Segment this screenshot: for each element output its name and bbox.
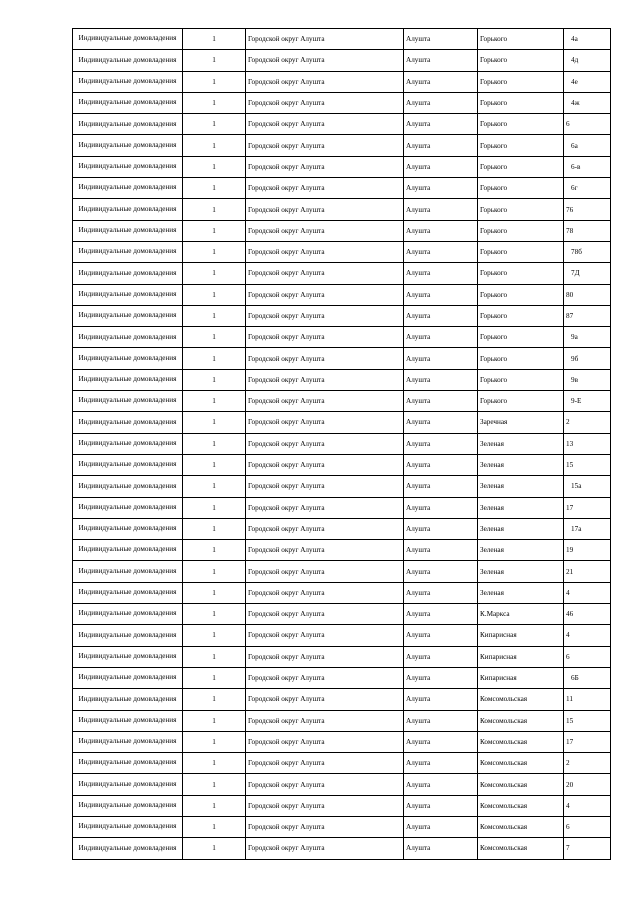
city-cell: Алушта [404, 518, 478, 539]
count-cell: 1 [183, 29, 246, 50]
table-row [73, 412, 611, 433]
city-cell: Алушта [404, 795, 478, 816]
municipal-district-cell: Городской округ Алушта [246, 92, 404, 113]
street-cell: Горького [478, 284, 564, 305]
building-type-cell: Индивидуальные домовладения [73, 518, 183, 539]
house-number-cell: 6Б [564, 667, 611, 688]
count-cell: 1 [183, 178, 246, 199]
city-cell: Алушта [404, 689, 478, 710]
street-cell: Горького [478, 327, 564, 348]
count-cell: 1 [183, 220, 246, 241]
house-number-cell: 2 [564, 753, 611, 774]
table-row [73, 241, 611, 262]
municipal-district-cell: Городской округ Алушта [246, 263, 404, 284]
building-type-cell: Индивидуальные домовладения [73, 369, 183, 390]
count-cell: 1 [183, 774, 246, 795]
city-cell: Алушта [404, 433, 478, 454]
building-type-cell: Индивидуальные домовладения [73, 838, 183, 859]
count-cell: 1 [183, 454, 246, 475]
city-cell: Алушта [404, 497, 478, 518]
municipal-district-cell: Городской округ Алушта [246, 689, 404, 710]
street-cell: Комсомольская [478, 816, 564, 837]
street-cell: Комсомольская [478, 753, 564, 774]
table-row [73, 348, 611, 369]
count-cell: 1 [183, 305, 246, 326]
building-type-cell: Индивидуальные домовладения [73, 433, 183, 454]
city-cell: Алушта [404, 582, 478, 603]
table-row [73, 220, 611, 241]
street-cell: Кипарисная [478, 646, 564, 667]
table-row [73, 284, 611, 305]
street-cell: Горького [478, 92, 564, 113]
city-cell: Алушта [404, 220, 478, 241]
building-type-cell: Индивидуальные домовладения [73, 327, 183, 348]
house-number-cell: 15а [564, 476, 611, 497]
table-row [73, 29, 611, 50]
street-cell: Комсомольская [478, 710, 564, 731]
city-cell: Алушта [404, 838, 478, 859]
house-number-cell: 15 [564, 454, 611, 475]
street-cell: Комсомольская [478, 689, 564, 710]
street-cell: Горького [478, 220, 564, 241]
count-cell: 1 [183, 710, 246, 731]
count-cell: 1 [183, 369, 246, 390]
building-type-cell: Индивидуальные домовладения [73, 71, 183, 92]
municipal-district-cell: Городской округ Алушта [246, 327, 404, 348]
count-cell: 1 [183, 667, 246, 688]
house-number-cell: 4е [564, 71, 611, 92]
city-cell: Алушта [404, 327, 478, 348]
building-type-cell: Индивидуальные домовладения [73, 412, 183, 433]
municipal-district-cell: Городской округ Алушта [246, 369, 404, 390]
count-cell: 1 [183, 199, 246, 220]
building-type-cell: Индивидуальные домовладения [73, 604, 183, 625]
building-type-cell: Индивидуальные домовладения [73, 391, 183, 412]
street-cell: Зеленая [478, 561, 564, 582]
count-cell: 1 [183, 263, 246, 284]
municipal-district-cell: Городской округ Алушта [246, 220, 404, 241]
table-row [73, 50, 611, 71]
building-type-cell: Индивидуальные домовладения [73, 646, 183, 667]
count-cell: 1 [183, 838, 246, 859]
building-type-cell: Индивидуальные домовладения [73, 689, 183, 710]
table-row [73, 710, 611, 731]
table-row [73, 156, 611, 177]
count-cell: 1 [183, 646, 246, 667]
house-number-cell: 6 [564, 646, 611, 667]
street-cell: Горького [478, 156, 564, 177]
municipal-district-cell: Городской округ Алушта [246, 412, 404, 433]
house-number-cell: 6 [564, 114, 611, 135]
address-table-body [73, 29, 611, 860]
house-number-cell: 2 [564, 412, 611, 433]
table-row [73, 497, 611, 518]
municipal-district-cell: Городской округ Алушта [246, 540, 404, 561]
municipal-district-cell: Городской округ Алушта [246, 156, 404, 177]
table-row [73, 667, 611, 688]
table-row [73, 625, 611, 646]
street-cell: Горького [478, 29, 564, 50]
building-type-cell: Индивидуальные домовладения [73, 199, 183, 220]
municipal-district-cell: Городской округ Алушта [246, 561, 404, 582]
table-row [73, 263, 611, 284]
city-cell: Алушта [404, 50, 478, 71]
city-cell: Алушта [404, 348, 478, 369]
table-row [73, 454, 611, 475]
building-type-cell: Индивидуальные домовладения [73, 625, 183, 646]
count-cell: 1 [183, 412, 246, 433]
house-number-cell: 6а [564, 135, 611, 156]
municipal-district-cell: Городской округ Алушта [246, 838, 404, 859]
count-cell: 1 [183, 625, 246, 646]
municipal-district-cell: Городской округ Алушта [246, 582, 404, 603]
building-type-cell: Индивидуальные домовладения [73, 540, 183, 561]
building-type-cell: Индивидуальные домовладения [73, 135, 183, 156]
street-cell: Комсомольская [478, 774, 564, 795]
street-cell: Кипарисная [478, 667, 564, 688]
building-type-cell: Индивидуальные домовладения [73, 263, 183, 284]
building-type-cell: Индивидуальные домовладения [73, 114, 183, 135]
building-type-cell: Индивидуальные домовладения [73, 816, 183, 837]
table-row [73, 561, 611, 582]
house-number-cell: 4ж [564, 92, 611, 113]
count-cell: 1 [183, 433, 246, 454]
table-row [73, 178, 611, 199]
municipal-district-cell: Городской округ Алушта [246, 454, 404, 475]
house-number-cell: 4д [564, 50, 611, 71]
building-type-cell: Индивидуальные домовладения [73, 29, 183, 50]
house-number-cell: 6-в [564, 156, 611, 177]
house-number-cell: 17 [564, 731, 611, 752]
building-type-cell: Индивидуальные домовладения [73, 92, 183, 113]
building-type-cell: Индивидуальные домовладения [73, 731, 183, 752]
building-type-cell: Индивидуальные домовладения [73, 241, 183, 262]
count-cell: 1 [183, 497, 246, 518]
city-cell: Алушта [404, 476, 478, 497]
municipal-district-cell: Городской округ Алушта [246, 710, 404, 731]
street-cell: Горького [478, 241, 564, 262]
count-cell: 1 [183, 156, 246, 177]
municipal-district-cell: Городской округ Алушта [246, 795, 404, 816]
building-type-cell: Индивидуальные домовладения [73, 497, 183, 518]
street-cell: Зеленая [478, 476, 564, 497]
street-cell: Зеленая [478, 454, 564, 475]
count-cell: 1 [183, 476, 246, 497]
municipal-district-cell: Городской округ Алушта [246, 625, 404, 646]
house-number-cell: 4 [564, 582, 611, 603]
house-number-cell: 4 [564, 625, 611, 646]
street-cell: К.Маркса [478, 604, 564, 625]
count-cell: 1 [183, 604, 246, 625]
table-row [73, 689, 611, 710]
municipal-district-cell: Городской округ Алушта [246, 29, 404, 50]
house-number-cell: 9б [564, 348, 611, 369]
city-cell: Алушта [404, 391, 478, 412]
table-row [73, 795, 611, 816]
municipal-district-cell: Городской округ Алушта [246, 348, 404, 369]
count-cell: 1 [183, 518, 246, 539]
building-type-cell: Индивидуальные домовладения [73, 454, 183, 475]
building-type-cell: Индивидуальные домовладения [73, 220, 183, 241]
city-cell: Алушта [404, 710, 478, 731]
city-cell: Алушта [404, 135, 478, 156]
municipal-district-cell: Городской округ Алушта [246, 135, 404, 156]
house-number-cell: 6 [564, 816, 611, 837]
house-number-cell: 76 [564, 199, 611, 220]
building-type-cell: Индивидуальные домовладения [73, 50, 183, 71]
house-number-cell: 9в [564, 369, 611, 390]
table-row [73, 838, 611, 859]
house-number-cell: 4 [564, 795, 611, 816]
count-cell: 1 [183, 114, 246, 135]
municipal-district-cell: Городской округ Алушта [246, 497, 404, 518]
building-type-cell: Индивидуальные домовладения [73, 795, 183, 816]
table-row [73, 476, 611, 497]
municipal-district-cell: Городской округ Алушта [246, 199, 404, 220]
building-type-cell: Индивидуальные домовладения [73, 667, 183, 688]
table-row [73, 604, 611, 625]
city-cell: Алушта [404, 667, 478, 688]
building-type-cell: Индивидуальные домовладения [73, 582, 183, 603]
street-cell: Горького [478, 71, 564, 92]
city-cell: Алушта [404, 454, 478, 475]
table-row [73, 816, 611, 837]
count-cell: 1 [183, 348, 246, 369]
city-cell: Алушта [404, 604, 478, 625]
city-cell: Алушта [404, 816, 478, 837]
count-cell: 1 [183, 689, 246, 710]
city-cell: Алушта [404, 199, 478, 220]
building-type-cell: Индивидуальные домовладения [73, 348, 183, 369]
municipal-district-cell: Городской округ Алушта [246, 753, 404, 774]
house-number-cell: 17а [564, 518, 611, 539]
street-cell: Горького [478, 348, 564, 369]
city-cell: Алушта [404, 540, 478, 561]
count-cell: 1 [183, 753, 246, 774]
house-number-cell: 6г [564, 178, 611, 199]
house-number-cell: 21 [564, 561, 611, 582]
city-cell: Алушта [404, 369, 478, 390]
street-cell: Горького [478, 199, 564, 220]
street-cell: Комсомольская [478, 795, 564, 816]
building-type-cell: Индивидуальные домовладения [73, 753, 183, 774]
table-row [73, 305, 611, 326]
municipal-district-cell: Городской округ Алушта [246, 731, 404, 752]
house-number-cell: 9а [564, 327, 611, 348]
count-cell: 1 [183, 561, 246, 582]
city-cell: Алушта [404, 646, 478, 667]
municipal-district-cell: Городской округ Алушта [246, 178, 404, 199]
municipal-district-cell: Городской округ Алушта [246, 667, 404, 688]
city-cell: Алушта [404, 561, 478, 582]
municipal-district-cell: Городской округ Алушта [246, 646, 404, 667]
street-cell: Горького [478, 369, 564, 390]
city-cell: Алушта [404, 774, 478, 795]
house-number-cell: 15 [564, 710, 611, 731]
house-number-cell: 78б [564, 241, 611, 262]
street-cell: Горького [478, 114, 564, 135]
table-row [73, 582, 611, 603]
house-number-cell: 46 [564, 604, 611, 625]
city-cell: Алушта [404, 178, 478, 199]
city-cell: Алушта [404, 305, 478, 326]
house-number-cell: 87 [564, 305, 611, 326]
count-cell: 1 [183, 284, 246, 305]
count-cell: 1 [183, 391, 246, 412]
table-row [73, 391, 611, 412]
city-cell: Алушта [404, 412, 478, 433]
table-row [73, 774, 611, 795]
table-row [73, 753, 611, 774]
municipal-district-cell: Городской округ Алушта [246, 305, 404, 326]
house-number-cell: 11 [564, 689, 611, 710]
building-type-cell: Индивидуальные домовладения [73, 476, 183, 497]
city-cell: Алушта [404, 731, 478, 752]
municipal-district-cell: Городской округ Алушта [246, 391, 404, 412]
city-cell: Алушта [404, 753, 478, 774]
count-cell: 1 [183, 71, 246, 92]
table-row [73, 327, 611, 348]
municipal-district-cell: Городской округ Алушта [246, 518, 404, 539]
count-cell: 1 [183, 582, 246, 603]
count-cell: 1 [183, 327, 246, 348]
street-cell: Горького [478, 305, 564, 326]
street-cell: Комсомольская [478, 731, 564, 752]
count-cell: 1 [183, 816, 246, 837]
city-cell: Алушта [404, 92, 478, 113]
table-row [73, 71, 611, 92]
municipal-district-cell: Городской округ Алушта [246, 114, 404, 135]
city-cell: Алушта [404, 625, 478, 646]
street-cell: Горького [478, 263, 564, 284]
municipal-district-cell: Городской округ Алушта [246, 241, 404, 262]
table-row [73, 540, 611, 561]
city-cell: Алушта [404, 156, 478, 177]
house-number-cell: 20 [564, 774, 611, 795]
table-row [73, 369, 611, 390]
municipal-district-cell: Городской округ Алушта [246, 71, 404, 92]
count-cell: 1 [183, 540, 246, 561]
count-cell: 1 [183, 92, 246, 113]
house-number-cell: 13 [564, 433, 611, 454]
table-row [73, 135, 611, 156]
street-cell: Горького [478, 135, 564, 156]
municipal-district-cell: Городской округ Алушта [246, 433, 404, 454]
municipal-district-cell: Городской округ Алушта [246, 476, 404, 497]
municipal-district-cell: Городской округ Алушта [246, 284, 404, 305]
street-cell: Зеленая [478, 497, 564, 518]
house-number-cell: 80 [564, 284, 611, 305]
street-cell: Заречная [478, 412, 564, 433]
city-cell: Алушта [404, 114, 478, 135]
table-row [73, 199, 611, 220]
building-type-cell: Индивидуальные домовладения [73, 561, 183, 582]
street-cell: Комсомольская [478, 838, 564, 859]
house-number-cell: 4а [564, 29, 611, 50]
table-row [73, 114, 611, 135]
municipal-district-cell: Городской округ Алушта [246, 816, 404, 837]
count-cell: 1 [183, 795, 246, 816]
table-row [73, 731, 611, 752]
city-cell: Алушта [404, 241, 478, 262]
house-number-cell: 9-Е [564, 391, 611, 412]
count-cell: 1 [183, 50, 246, 71]
table-row [73, 92, 611, 113]
city-cell: Алушта [404, 263, 478, 284]
street-cell: Зеленая [478, 518, 564, 539]
city-cell: Алушта [404, 284, 478, 305]
municipal-district-cell: Городской округ Алушта [246, 50, 404, 71]
building-type-cell: Индивидуальные домовладения [73, 710, 183, 731]
street-cell: Горького [478, 391, 564, 412]
street-cell: Зеленая [478, 540, 564, 561]
street-cell: Зеленая [478, 582, 564, 603]
street-cell: Горького [478, 178, 564, 199]
count-cell: 1 [183, 135, 246, 156]
building-type-cell: Индивидуальные домовладения [73, 156, 183, 177]
table-row [73, 646, 611, 667]
house-number-cell: 7Д [564, 263, 611, 284]
house-number-cell: 19 [564, 540, 611, 561]
address-table [72, 28, 611, 860]
municipal-district-cell: Городской округ Алушта [246, 604, 404, 625]
city-cell: Алушта [404, 29, 478, 50]
table-row [73, 433, 611, 454]
municipal-district-cell: Городской округ Алушта [246, 774, 404, 795]
house-number-cell: 78 [564, 220, 611, 241]
table-row [73, 518, 611, 539]
street-cell: Кипарисная [478, 625, 564, 646]
building-type-cell: Индивидуальные домовладения [73, 774, 183, 795]
street-cell: Горького [478, 50, 564, 71]
city-cell: Алушта [404, 71, 478, 92]
count-cell: 1 [183, 731, 246, 752]
street-cell: Зеленая [478, 433, 564, 454]
count-cell: 1 [183, 241, 246, 262]
building-type-cell: Индивидуальные домовладения [73, 178, 183, 199]
house-number-cell: 7 [564, 838, 611, 859]
house-number-cell: 17 [564, 497, 611, 518]
building-type-cell: Индивидуальные домовладения [73, 305, 183, 326]
building-type-cell: Индивидуальные домовладения [73, 284, 183, 305]
